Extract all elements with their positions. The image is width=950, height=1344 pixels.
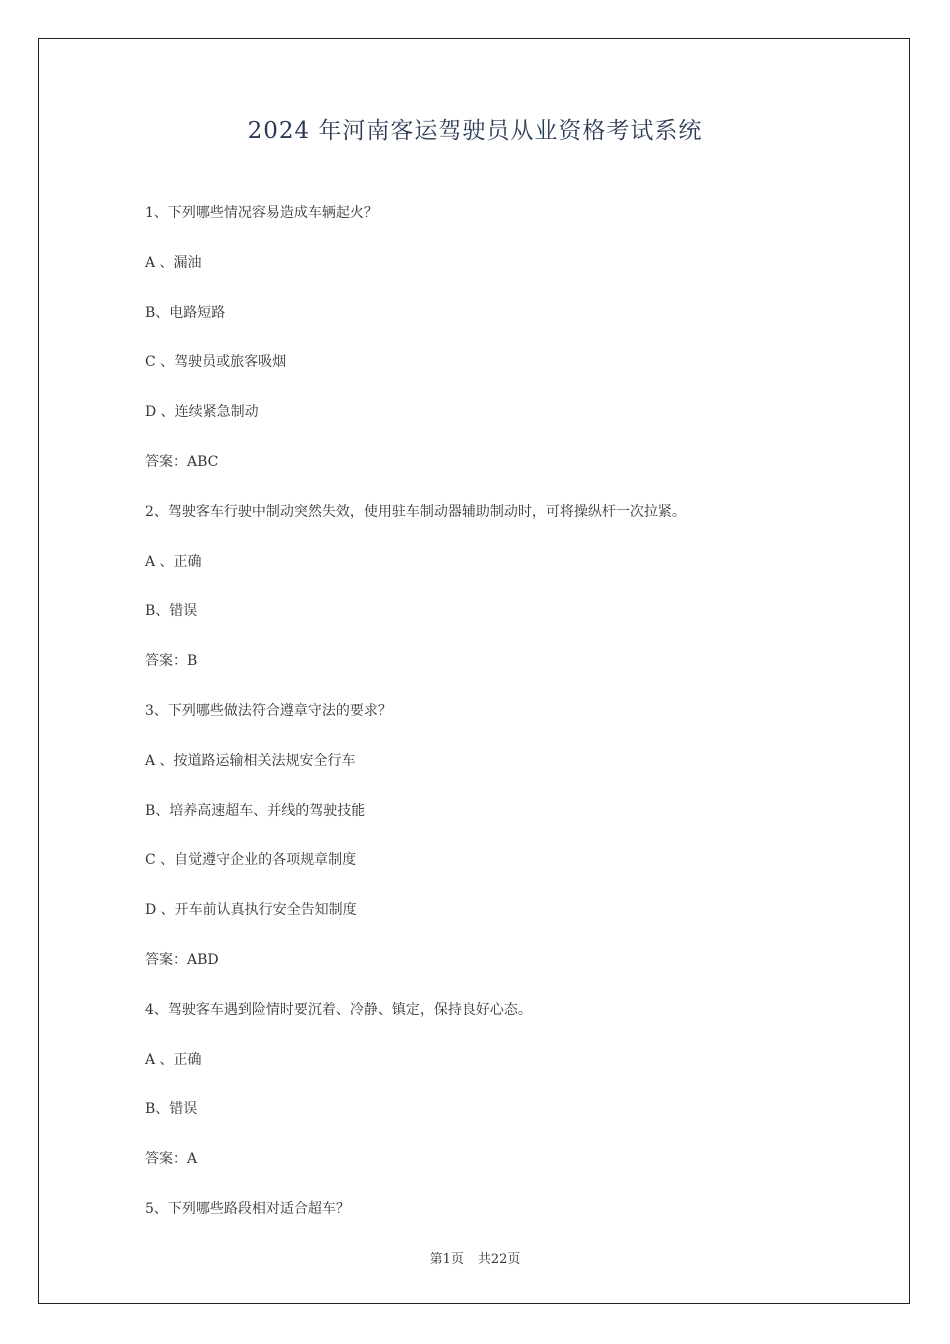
page-number: 第1页 [429,1252,464,1267]
document-title: 2024 年河南客运驾驶员从业资格考试系统 [247,118,703,144]
question-2-answer: 答案：B [145,653,198,670]
question-4-text: 4、驾驶客车遇到险情时要沉着、冷静、镇定，保持良好心态。 [145,1001,532,1018]
question-5-text: 5、下列哪些路段相对适合超车？ [145,1200,350,1217]
question-4-option-a: A 、正确 [145,1051,202,1068]
page-total: 共22页 [477,1252,521,1267]
question-1-text: 1、下列哪些情况容易造成车辆起火？ [145,205,378,221]
question-3-text: 3、下列哪些做法符合遵章守法的要求？ [145,702,392,719]
question-2-text: 2、驾驶客车行驶中制动突然失效，使用驻车制动器辅助制动时，可将操纵杆一次拉紧。 [145,503,686,520]
question-3-option-c: C 、自觉遵守企业的各项规章制度 [145,852,357,869]
question-3-option-a: A 、按道路运输相关法规安全行车 [145,752,356,769]
question-1-option-a: A 、漏油 [145,254,202,271]
question-2-option-b: B、错误 [145,603,198,620]
question-1-option-b: B、电路短路 [145,304,226,321]
question-4-option-b: B、错误 [145,1101,198,1118]
question-1-answer: 答案：ABC [145,453,219,470]
page-footer [0,1248,950,1267]
question-1-option-d: D 、连续紧急制动 [145,404,259,421]
question-4-answer: 答案：A [145,1151,198,1168]
question-3-option-b: B、培养高速超车、并线的驾驶技能 [145,802,366,819]
question-content [145,200,845,1246]
question-2-option-a: A 、正确 [145,553,202,570]
question-1-option-c: C 、驾驶员或旅客吸烟 [145,354,287,371]
question-3-answer: 答案：ABD [145,951,219,968]
question-3-option-d: D 、开车前认真执行安全告知制度 [145,902,357,919]
